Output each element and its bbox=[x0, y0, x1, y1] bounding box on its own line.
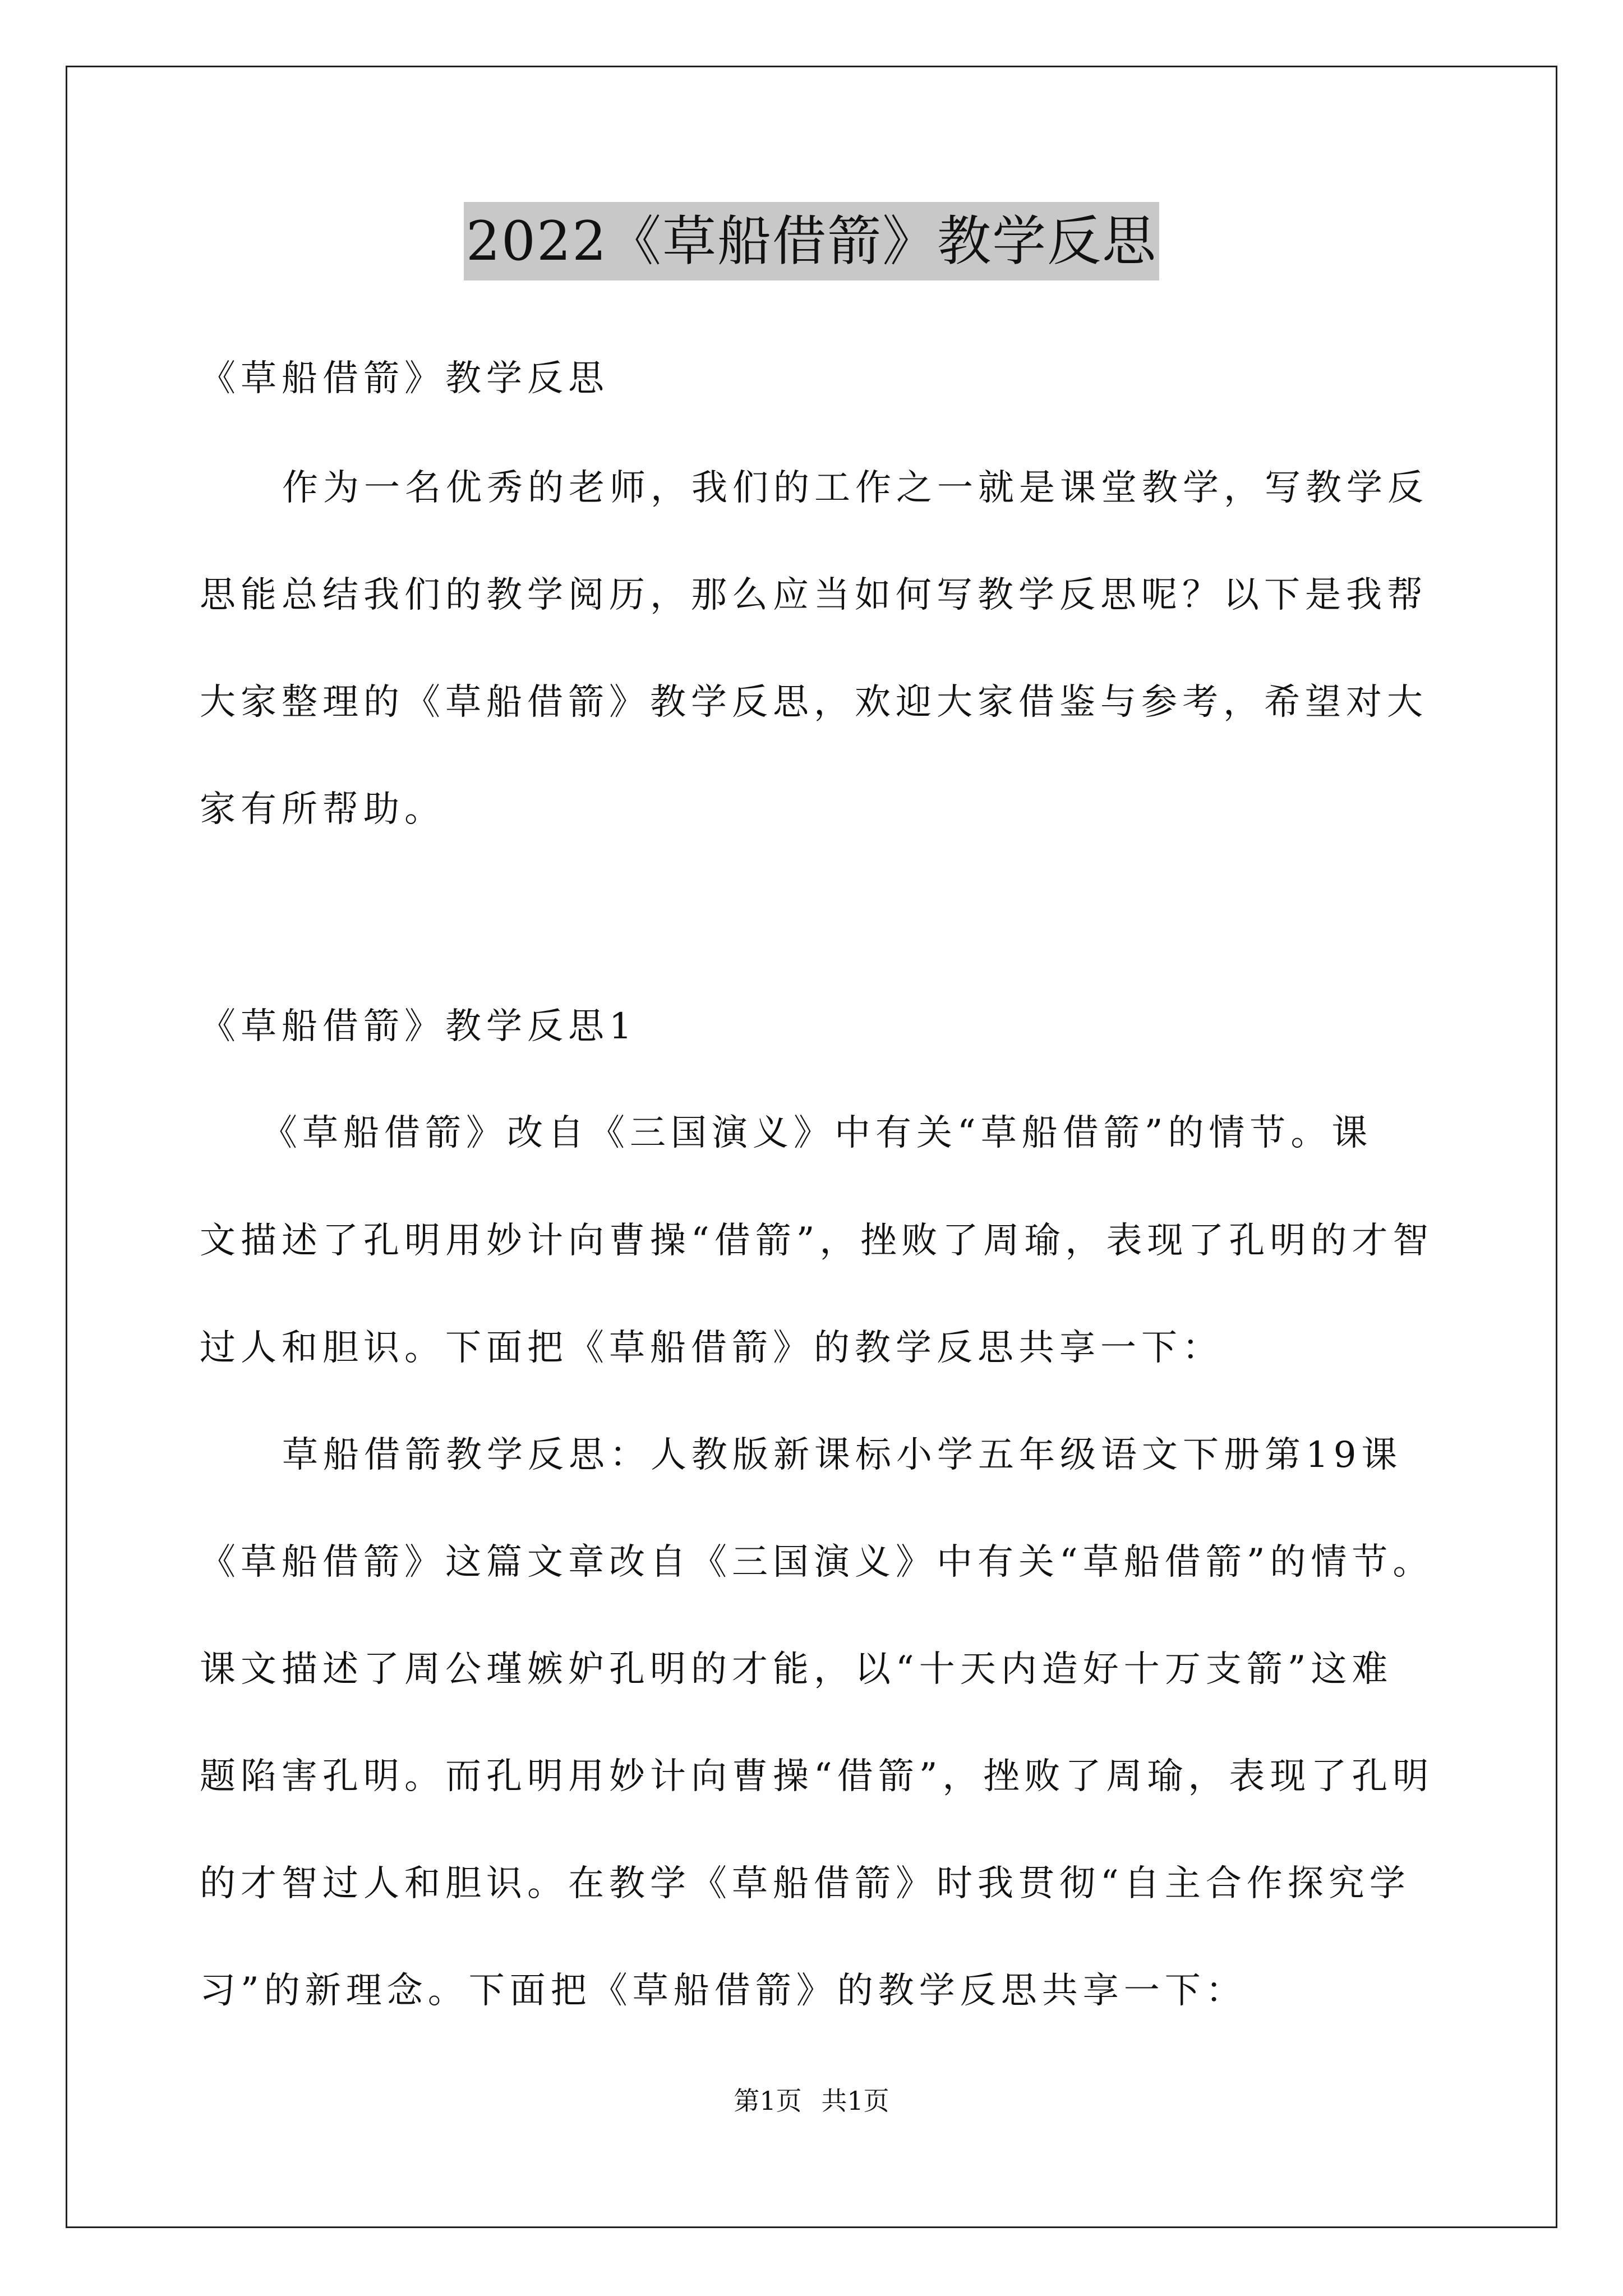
subtitle: 《草船借箭》教学反思 bbox=[200, 358, 609, 399]
intro-line: 思能总结我们的教学阅历，那么应当如何写教学反思呢？以下是我帮 bbox=[200, 574, 1428, 616]
paragraph-line: 草船借箭教学反思：人教版新课标小学五年级语文下册第19课 bbox=[282, 1434, 1403, 1476]
intro-line: 家有所帮助。 bbox=[200, 789, 445, 830]
paragraph-line: 《草船借箭》改自《三国演义》中有关“草船借箭”的情节。课 bbox=[261, 1112, 1373, 1154]
page-total: 共1页 bbox=[821, 2086, 889, 2116]
paragraph-line: 的才智过人和胆识。在教学《草船借箭》时我贯彻“自主合作探究学 bbox=[200, 1863, 1410, 1904]
title-container bbox=[0, 202, 1623, 280]
paragraph-line: 过人和胆识。下面把《草船借箭》的教学反思共享一下： bbox=[200, 1327, 1223, 1369]
page-footer bbox=[0, 2084, 1623, 2118]
page-number: 第1页 bbox=[734, 2086, 802, 2116]
paragraph-line: 习”的新理念。下面把《草船借箭》的教学反思共享一下： bbox=[200, 1970, 1247, 2012]
paragraph-line: 文描述了孔明用妙计向曹操“借箭”，挫败了周瑜，表现了孔明的才智 bbox=[200, 1220, 1434, 1262]
paragraph-line: 课文描述了周公瑾嫉妒孔明的才能，以“十天内造好十万支箭”这难 bbox=[200, 1649, 1393, 1690]
intro-line: 作为一名优秀的老师，我们的工作之一就是课堂教学，写教学反 bbox=[282, 467, 1428, 509]
paragraph-line: 题陷害孔明。而孔明用妙计向曹操“借箭”，挫败了周瑜，表现了孔明 bbox=[200, 1756, 1434, 1797]
section-heading: 《草船借箭》教学反思1 bbox=[200, 1006, 637, 1047]
paragraph-line: 《草船借箭》这篇文章改自《三国演义》中有关“草船借箭”的情节。 bbox=[200, 1542, 1434, 1583]
document-title: 2022《草船借箭》教学反思 bbox=[464, 202, 1159, 280]
intro-line: 大家整理的《草船借箭》教学反思，欢迎大家借鉴与参考，希望对大 bbox=[200, 682, 1428, 723]
